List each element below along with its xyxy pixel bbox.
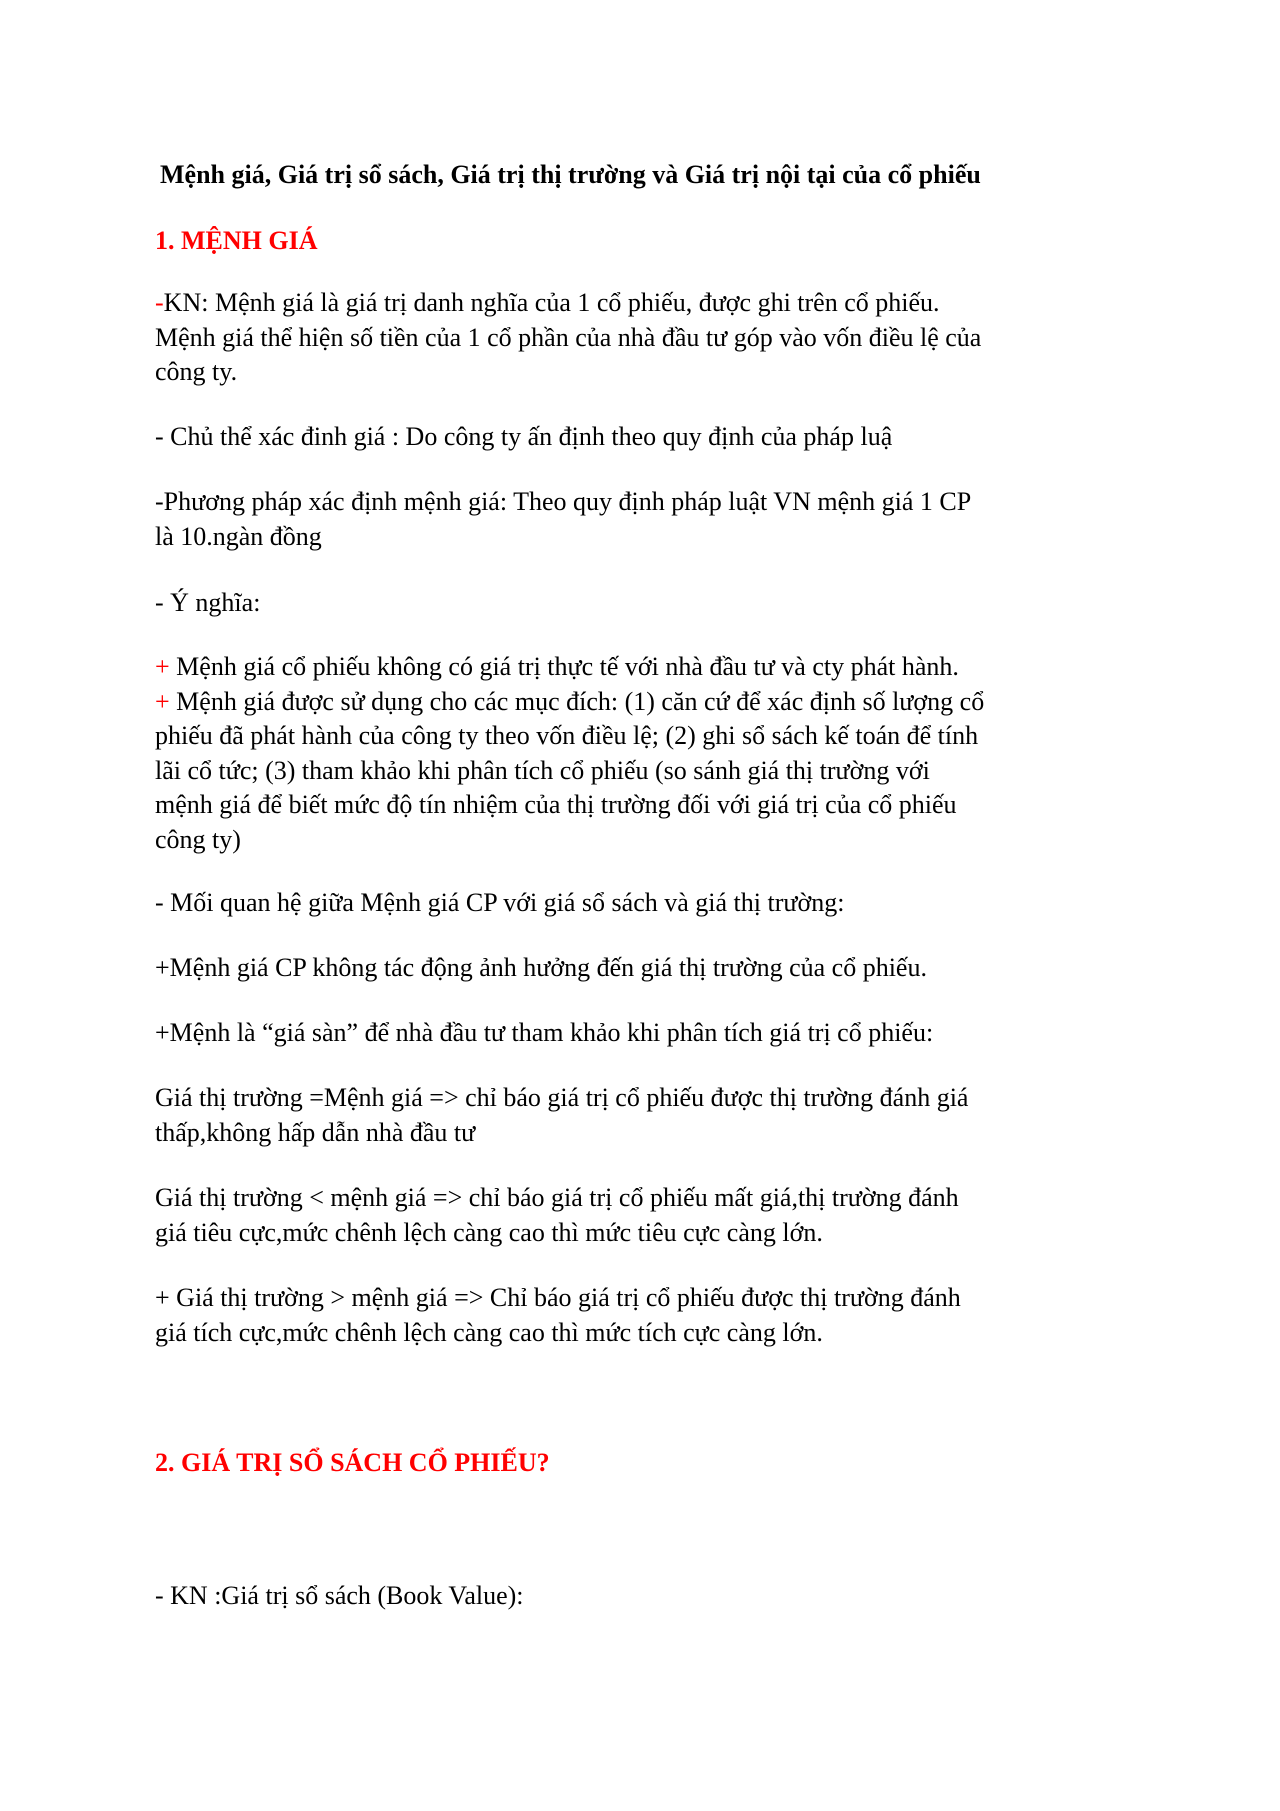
section-2-heading: 2. GIÁ TRỊ SỔ SÁCH CỔ PHIẾU? bbox=[155, 1448, 550, 1477]
equal-case-paragraph: Giá thị trường =Mệnh giá => chỉ báo giá trị cổ phiếu được thị trường đánh giá thấp,không hấp dẫn nhà đầu tư bbox=[155, 1083, 969, 1147]
red-plus: + bbox=[155, 686, 170, 716]
method-paragraph bbox=[155, 485, 1135, 554]
subject-paragraph: - Chủ thể xác đinh giá : Do công ty ấn định theo quy định của pháp luậ bbox=[155, 422, 893, 451]
meaning-line-2: + Mệnh giá được sử dụng cho các mục đích: (1) căn cứ để xác định số lượng cổ bbox=[155, 686, 985, 716]
less-than-case-paragraph: Giá thị trường < mệnh giá => chỉ báo giá trị cổ phiếu mất giá,thị trường đánh giá tiêu cực,mức chênh lệch càng cao thì mức tiêu cực càng lớn. bbox=[155, 1183, 959, 1247]
method-line-2: là 10.ngàn đồng bbox=[155, 521, 322, 551]
book-value-definition: - KN :Giá trị sổ sách (Book Value): bbox=[155, 1581, 524, 1610]
meaning-line-6: công ty) bbox=[155, 824, 241, 854]
method-line-1: -Phương pháp xác định mệnh giá: Theo quy định pháp luật VN mệnh giá 1 CP bbox=[155, 487, 972, 516]
meaning-line-3: phiếu đã phát hành của công ty theo vốn điều lệ; (2) ghi sổ sách kế toán để tính bbox=[155, 721, 979, 750]
relationship-point-2: +Mệnh là “giá sàn” để nhà đầu tư tham khảo khi phân tích giá trị cổ phiếu: bbox=[155, 1018, 934, 1047]
red-plus: + bbox=[155, 652, 170, 681]
definition-paragraph bbox=[155, 286, 1135, 390]
meaning-paragraph bbox=[155, 650, 1135, 857]
meaning-label: - Ý nghĩa: bbox=[155, 588, 261, 617]
definition-line-2: Mệnh giá thể hiện số tiền của 1 cổ phần của nhà đầu tư góp vào vốn điều lệ của bbox=[155, 322, 982, 352]
greater-than-case-paragraph: + Giá thị trường > mệnh giá => Chỉ báo giá trị cổ phiếu được thị trường đánh giá tích cực,mức chênh lệch càng cao thì mức tích cực càng lớn. bbox=[155, 1283, 961, 1347]
red-dash: - bbox=[155, 288, 164, 317]
relationship-label: - Mối quan hệ giữa Mệnh giá CP với giá sổ sách và giá thị trường: bbox=[155, 888, 845, 917]
meaning-line-1: + Mệnh giá cổ phiếu không có giá trị thực tế với nhà đầu tư và cty phát hành. bbox=[155, 652, 959, 681]
document-title: Mệnh giá, Giá trị sổ sách, Giá trị thị trường và Giá trị nội tại của cổ phiếu bbox=[160, 160, 981, 189]
definition-line-3: công ty. bbox=[155, 357, 238, 386]
section-1-heading: 1. MỆNH GIÁ bbox=[155, 226, 318, 255]
definition-line-1: -KN: Mệnh giá là giá trị danh nghĩa của 1 cổ phiếu, được ghi trên cổ phiếu. bbox=[155, 288, 940, 317]
meaning-line-4: lãi cổ tức; (3) tham khảo khi phân tích cổ phiếu (so sánh giá thị trường với bbox=[155, 755, 930, 785]
relationship-point-1: +Mệnh giá CP không tác động ảnh hưởng đến giá thị trường của cổ phiếu. bbox=[155, 953, 927, 982]
meaning-line-5: mệnh giá để biết mức độ tín nhiệm của thị trường đối với giá trị của cổ phiếu bbox=[155, 790, 957, 819]
